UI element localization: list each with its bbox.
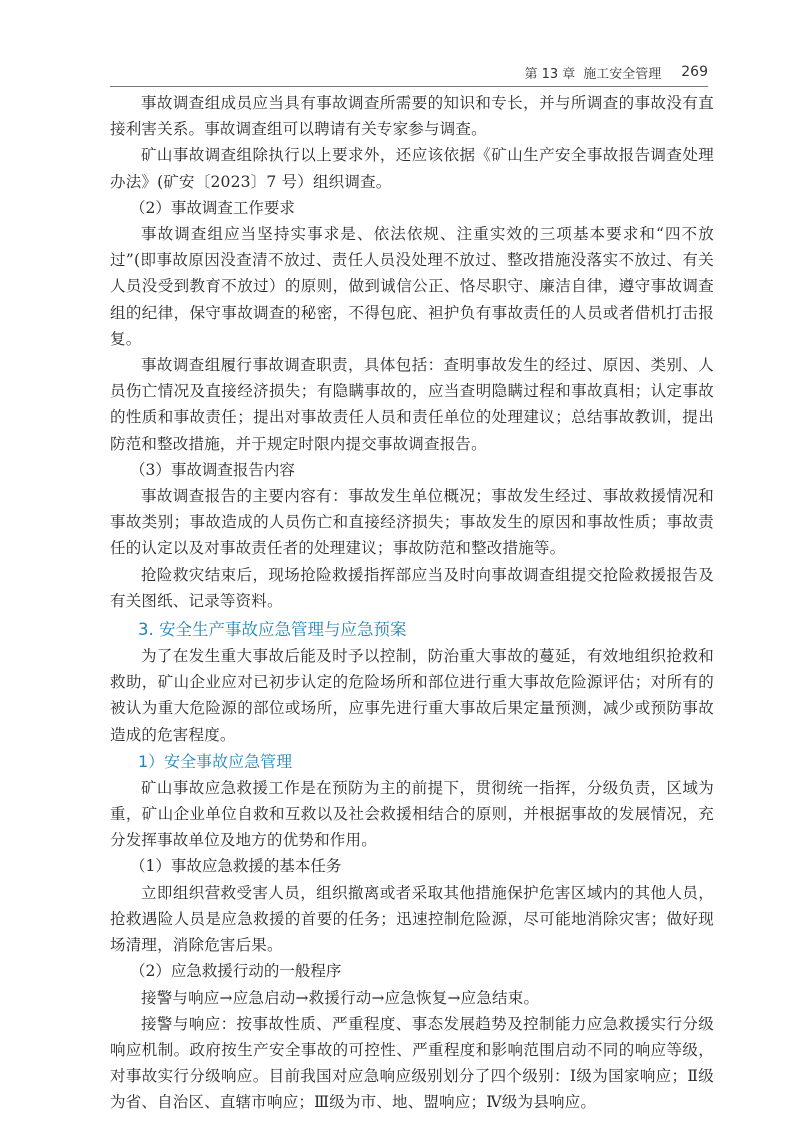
- paragraph: 立即组织营救受害人员，组织撤离或者采取其他措施保护危害区域内的其他人员，抢救遇险人员是应急救援的首要的任务；迅速控制危险源，尽可能地消除灾害；做好现场清理，消除危害后果。: [110, 883, 714, 955]
- paragraph: 接警与响应：按事故性质、严重程度、事态发展趋势及控制能力应急救援实行分级响应机制。政府按生产安全事故的可控性、严重程度和影响范围启动不同的响应等级，对事故实行分级响应。目前我国对应急响应级别划分了四个级别：Ⅰ级为国家响应；Ⅱ级为省、自治区、直辖市响应；Ⅲ级为市、地、盟响应；Ⅳ级为县响应。: [110, 1014, 714, 1112]
- running-header: [110, 62, 708, 82]
- paragraph: 接警与响应→应急启动→救援行动→应急恢复→应急结束。: [141, 988, 540, 1007]
- numbered-heading: （1）事故应急救援的基本任务: [130, 857, 342, 876]
- chapter-number: 第 13 章: [524, 66, 576, 82]
- paragraph: 事故调查组应当坚持实事求是、依法依规、注重实效的三项基本要求和“四不放过”(即事故原因没查清不放过、责任人员没处理不放过、整改措施没落实不放过、有关人员没受到教育不放过）的原则，做到诚信公正、恪尽职守、廉洁自律，遵守事故调查组的纪律，保守事故调查的秘密，不得包庇、袒护负有事故责任的人员或者借机打击报复。: [110, 225, 714, 348]
- paragraph: 事故调查组履行事故调查职责，具体包括：查明事故发生的经过、原因、类别、人员伤亡情况及直接经济损失；有隐瞒事故的，应当查明隐瞒过程和事故真相；认定事故的性质和事故责任；提出对事故责任人员和责任单位的处理建议；总结事故教训，提出防范和整改措施，并于规定时限内提交事故调查报告。: [110, 356, 714, 453]
- chapter-title: 施工安全管理: [583, 66, 662, 82]
- paragraph: 事故调查组成员应当具有事故调查所需要的知识和专长，并与所调查的事故没有直接利害关系。事故调查组可以聘请有关专家参与调查。: [110, 94, 714, 139]
- paragraph: 矿山事故调查组除执行以上要求外，还应该依据《矿山生产安全事故报告调查处理办法》(矿安〔2023〕7 号）组织调查。: [110, 146, 714, 191]
- numbered-heading: （2）事故调查工作要求: [130, 198, 295, 217]
- page-body: [110, 90, 714, 1116]
- paragraph: 为了在发生重大事故后能及时予以控制，防治重大事故的蔓延，有效地组织抢救和救助，矿山企业应对已初步认定的危险场所和部位进行重大事故危险源评估；对所有的被认为重大危险源的部位或场所，应事先进行重大事故后果定量预测，减少或预防事故造成的危害程度。: [110, 647, 714, 744]
- paragraph: 抢险救灾结束后，现场抢险救援指挥部应当及时向事故调查组提交抢险救援报告及有关图纸、记录等资料。: [110, 565, 714, 610]
- numbered-heading: （3）事故调查报告内容: [130, 460, 295, 479]
- numbered-heading: （2）应急救援行动的一般程序: [130, 962, 342, 981]
- subsection-heading: 1）安全事故应急管理: [138, 751, 293, 771]
- paragraph: 矿山事故应急救援工作是在预防为主的前提下，贯彻统一指挥，分级负责，区域为重，矿山企业单位自救和互救以及社会救援相结合的原则，并根据事故的发展情况，充分发挥事故单位及地方的优势和作用。: [110, 778, 714, 850]
- paragraph: 事故调查报告的主要内容有：事故发生单位概况；事故发生经过、事故救援情况和事故类别；事故造成的人员伤亡和直接经济损失；事故发生的原因和事故性质；事故责任的认定以及对事故责任者的处理建议；事故防范和整改措施等。: [110, 487, 714, 558]
- page-number: 269: [681, 64, 708, 80]
- header-divider: [110, 86, 708, 87]
- section-heading: 3. 安全生产事故应急管理与应急预案: [138, 620, 407, 640]
